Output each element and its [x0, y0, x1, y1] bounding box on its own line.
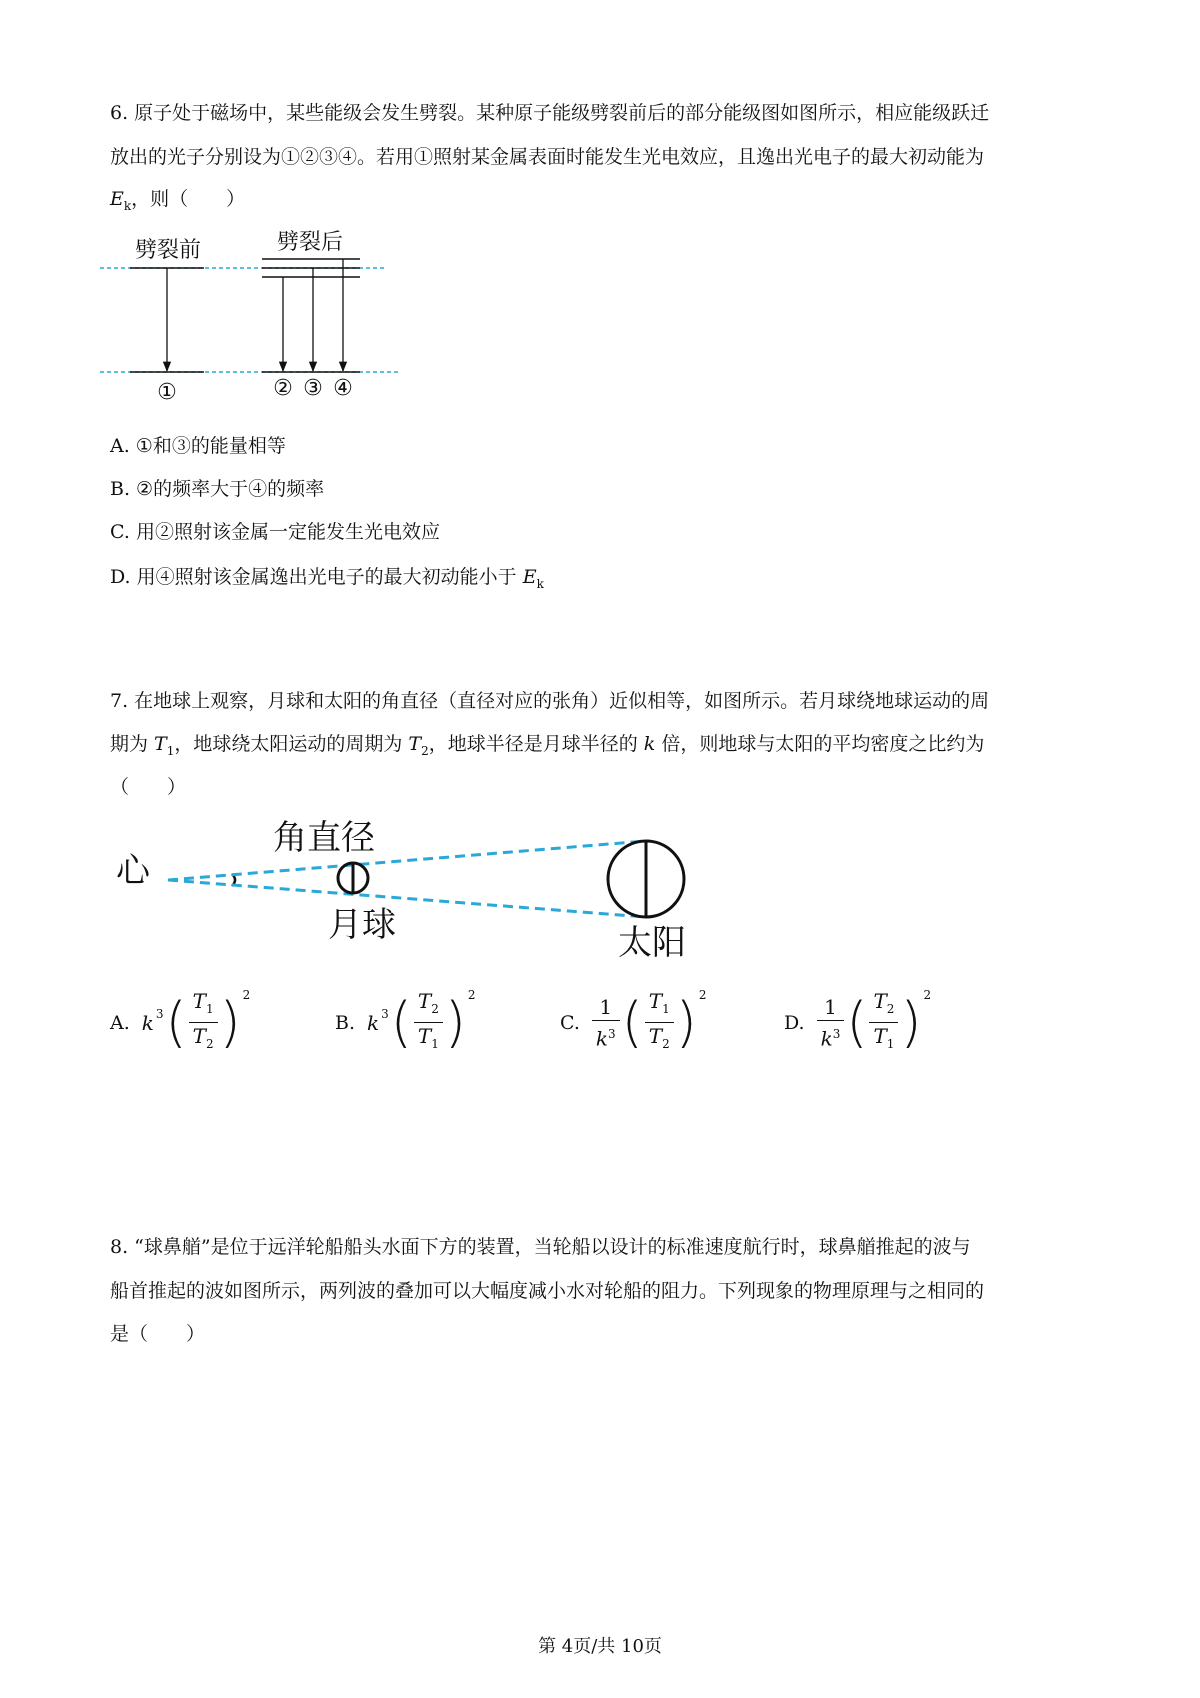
q6-photon-label-4: ④ [333, 376, 353, 401]
q7-b-fraction: $\frac{T_2}{T_1}$ [414, 988, 443, 1057]
q7-option-a-letter: A. [110, 1011, 130, 1034]
q7-upper-sightline [168, 841, 646, 880]
q6-photon-label-2: ② [273, 376, 293, 401]
q8-stem-line-3: 是（ ） [110, 1323, 206, 1345]
q6-energy-level-diagram [100, 225, 420, 405]
q6-ek-sub: k [123, 198, 132, 213]
q7-stem-line-1: 7. 在地球上观察，月球和太阳的角直径（直径对应的张角）近似相等，如图所示。若月球绕地球运动的周 [110, 690, 990, 712]
q7-option-b-letter: B. [335, 1011, 356, 1034]
q7-sun-label: 太阳 [618, 923, 686, 963]
q7-d-coefficient: $\frac{1}{k^3}$ [817, 994, 845, 1052]
q7-option-c[interactable] [560, 988, 706, 1057]
q7-d-right-paren: ) [900, 990, 922, 1054]
q8-stem-line-2: 船首推起的波如图所示，两列波的叠加可以大幅度减小水对轮船的阻力。下列现象的物理原理与之相同的 [110, 1280, 985, 1302]
q6-after-label: 劈裂后 [276, 230, 344, 255]
q7-angular-diameter-diagram [108, 812, 748, 982]
q7-angle-label: 角直径 [273, 818, 375, 858]
q7-a-left-paren: ( [165, 990, 187, 1054]
q7-a-exp3: 3 [155, 1006, 164, 1021]
q7-b-left-paren: ( [390, 990, 412, 1054]
q6-option-d-var: E [522, 566, 537, 588]
q7-sub-2: 2 [421, 743, 429, 758]
q7-var-k: k [643, 733, 656, 755]
q6-ek-var: E [110, 188, 124, 210]
q7-sub-1: 1 [166, 743, 175, 758]
q7-c-left-paren: ( [621, 990, 643, 1054]
q7-c-right-paren: ) [675, 990, 697, 1054]
q7-option-d[interactable] [784, 988, 931, 1057]
q6-photon-label-3: ③ [303, 376, 323, 401]
q7-d-fraction: $\frac{T_2}{T_1}$ [869, 988, 898, 1057]
q7-b-exp2: 2 [467, 988, 476, 1002]
page-footer: 第 4页/共 10页 [538, 1636, 662, 1657]
q6-stem-line-2: 放出的光子分别设为①②③④。若用①照射某金属表面时能发生光电效应，且逸出光电子的最大初动能为 [110, 146, 985, 168]
q7-stem-2b: ，地球绕太阳运动的周期为 [174, 733, 409, 755]
q7-var-t2: T [408, 733, 422, 755]
q7-c-fraction: $\frac{T_1}{T_2}$ [645, 988, 674, 1057]
q7-b-k: k [367, 1010, 380, 1035]
q6-option-d-text: D. 用④照射该金属逸出光电子的最大初动能小于 [110, 566, 523, 588]
q7-a-k: k [141, 1010, 154, 1035]
q6-stem-line-1: 6. 原子处于磁场中，某些能级会发生劈裂。某种原子能级劈裂前后的部分能级图如图所示，相应能级跃迁 [110, 102, 990, 124]
q6-option-b[interactable]: B. ②的频率大于④的频率 [110, 478, 325, 500]
q7-moon-label: 月球 [328, 905, 396, 945]
q6-photon-label-1: ① [157, 380, 177, 405]
q7-a-right-paren: ) [219, 990, 241, 1054]
q8-stem-line-1: 8. “球鼻艏”是位于远洋轮船船头水面下方的装置，当轮船以设计的标准速度航行时，球鼻艏推起的波与 [110, 1236, 971, 1258]
q7-option-d-letter: D. [784, 1011, 805, 1034]
q7-d-left-paren: ( [846, 990, 868, 1054]
q7-option-c-letter: C. [560, 1011, 580, 1034]
q7-lower-sightline [168, 880, 646, 917]
q7-stem-2d: 倍，则地球与太阳的平均密度之比约为 [655, 733, 985, 755]
q7-a-fraction: $\frac{T_1}{T_2}$ [189, 988, 218, 1057]
q7-c-coefficient: $\frac{1}{k^3}$ [592, 994, 620, 1052]
q6-stem-line-3 [110, 184, 245, 213]
q6-stem-tail: ，则（ ） [131, 188, 246, 210]
q7-eye-icon: 心 [116, 851, 150, 891]
q7-stem-2c: ，地球半径是月球半径的 [428, 733, 644, 755]
q7-option-b[interactable] [335, 988, 476, 1057]
q7-stem-line-2 [110, 729, 984, 758]
q7-b-right-paren: ) [444, 990, 466, 1054]
q6-option-a[interactable]: A. ①和③的能量相等 [110, 435, 286, 457]
q7-c-exp2: 2 [698, 988, 707, 1002]
q7-option-a[interactable] [110, 988, 250, 1057]
q6-before-label: 劈裂前 [134, 238, 202, 263]
q7-a-exp2: 2 [242, 988, 251, 1002]
q6-option-d-sub: k [536, 576, 544, 591]
q7-var-t1: T [154, 733, 167, 755]
q7-d-exp2: 2 [923, 988, 932, 1002]
q7-b-exp3: 3 [381, 1006, 389, 1021]
q7-stem-2a: 期为 [110, 733, 155, 755]
q6-option-c[interactable]: C. 用②照射该金属一定能发生光电效应 [110, 521, 440, 543]
q7-stem-line-3: （ ） [110, 776, 187, 798]
q6-option-d[interactable] [110, 562, 544, 591]
